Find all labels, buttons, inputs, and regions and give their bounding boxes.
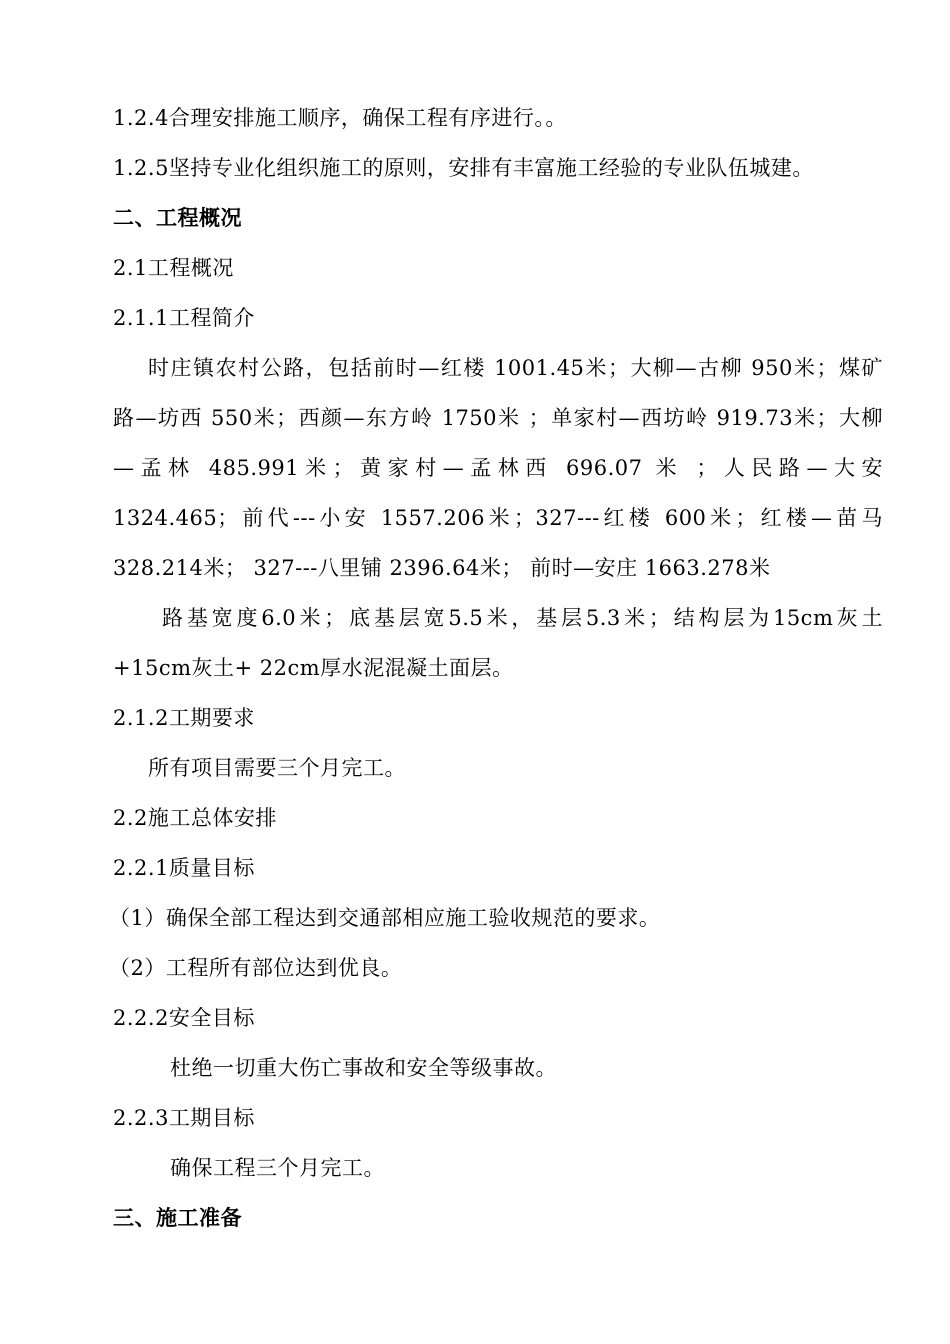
heading-2-1-1: 2.1.1工程简介 [113, 306, 255, 330]
list-item: （1）确保全部工程达到交通部相应施工验收规范的要求。 [109, 906, 661, 930]
item-1-2-4: 1.2.4合理安排施工顺序，确保工程有序进行。。 [113, 106, 567, 130]
list-item: （2）工程所有部位达到优良。 [109, 956, 403, 980]
heading-2-1-2: 2.1.2工期要求 [113, 706, 255, 730]
item-1-2-5: 1.2.5坚持专业化组织施工的原则，安排有丰富施工经验的专业队伍城建。 [113, 156, 814, 180]
paragraph-line: 时庄镇农村公路，包括前时—红楼 1001.45米；大柳—古柳 950米；煤矿 [148, 356, 883, 380]
section-heading-3: 三、施工准备 [113, 1206, 242, 1230]
heading-2-1: 2.1工程概况 [113, 256, 234, 280]
paragraph-line: 路—坊西 550米；西颜—东方岭 1750米 ；单家村—西坊岭 919.73米；大柳 [113, 406, 883, 430]
paragraph-line: 1324.465；前代---小安 1557.206米；327---红楼 600米；红楼—苗马 [113, 506, 883, 530]
heading-2-2-2: 2.2.2安全目标 [113, 1006, 255, 1030]
paragraph-line: 杜绝一切重大伤亡事故和安全等级事故。 [170, 1056, 557, 1080]
paragraph-line: 确保工程三个月完工。 [170, 1156, 385, 1180]
heading-2-2-1: 2.2.1质量目标 [113, 856, 255, 880]
paragraph-line: —孟林 485.991米；黄家村—孟林西 696.07 米 ；人民路—大安 [113, 456, 883, 480]
paragraph-line: 路基宽度6.0米；底基层宽5.5米，基层5.3米；结构层为15cm灰土 [162, 606, 883, 630]
section-heading-2: 二、工程概况 [113, 206, 242, 230]
heading-2-2-3: 2.2.3工期目标 [113, 1106, 255, 1130]
paragraph-line: +15cm灰土+ 22cm厚水泥混凝土面层。 [113, 656, 514, 680]
heading-2-2: 2.2施工总体安排 [113, 806, 277, 830]
paragraph-line: 328.214米； 327---八里铺 2396.64米； 前时—安庄 1663.278米 [113, 556, 771, 580]
paragraph-line: 所有项目需要三个月完工。 [148, 756, 406, 780]
